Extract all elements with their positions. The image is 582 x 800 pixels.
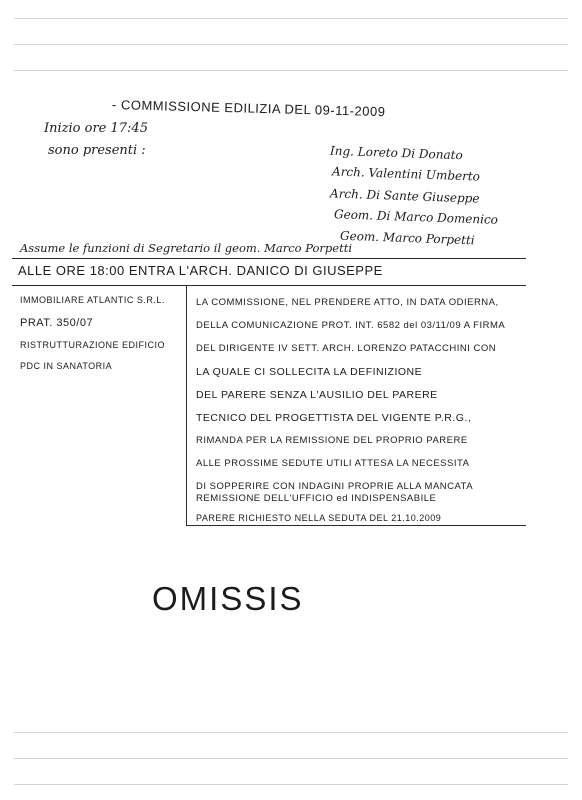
paper-rule-line [14, 784, 568, 785]
member-name: Ing. Loreto Di Donato [329, 143, 463, 163]
decision-text-line: LA QUALE CI SOLLECITA LA DEFINIZIONE [196, 366, 423, 378]
decision-text-line: DEL DIRIGENTE IV SETT. ARCH. LORENZO PATACCHINI CON [196, 343, 497, 354]
decision-text-line: DELLA COMUNICAZIONE PROT. INT. 6582 del 03/11/09 A FIRMA [196, 320, 506, 331]
paper-rule-line [14, 18, 568, 19]
member-name: Geom. Marco Porpetti [339, 228, 475, 248]
decision-text-line: ALLE PROSSIME SEDUTE UTILI ATTESA LA NECESSITA [196, 458, 470, 469]
file-number: PRAT. 350/07 [20, 317, 94, 329]
paper-rule-line [14, 44, 568, 45]
member-name: Geom. Di Marco Domenico [333, 207, 499, 227]
minutes-title: - COMMISSIONE EDILIZIA DEL 09-11-2009 [111, 97, 386, 120]
decision-text-line: REMISSIONE DELL'UFFICIO ed INDISPENSABILE [196, 493, 437, 504]
start-time: Inizio ore 17:45 [44, 121, 148, 136]
applicant-name: IMMOBILIARE ATLANTIC S.R.L. [20, 295, 165, 305]
paper-rule-line [14, 70, 568, 71]
arrival-line: ALLE ORE 18:00 ENTRA L'ARCH. DANICO DI GIUSEPPE [18, 263, 383, 278]
work-description: RISTRUTTURAZIONE EDIFICIO [20, 340, 165, 350]
table-column-divider [186, 285, 187, 525]
omissis-mark: OMISSIS [152, 580, 304, 617]
member-name: Arch. Valentini Umberto [331, 164, 481, 184]
decision-text-line: DEL PARERE SENZA L'AUSILIO DEL PARERE [196, 389, 438, 401]
decision-text-line: RIMANDA PER LA REMISSIONE DEL PROPRIO PARERE [196, 435, 468, 446]
table-top-border [12, 258, 526, 259]
decision-text-line: TECNICO DEL PROGETTISTA DEL VIGENTE P.R.G., [196, 412, 472, 424]
secretary-line: Assume le funzioni di Segretario il geom. Marco Porpetti [20, 241, 353, 255]
paper-rule-line [14, 732, 568, 733]
decision-text-line: LA COMMISSIONE, NEL PRENDERE ATTO, IN DATA ODIERNA, [196, 297, 499, 308]
permit-type: PDC IN SANATORIA [20, 361, 113, 371]
table-header-border [12, 285, 526, 286]
paper-rule-line [14, 758, 568, 759]
present-label: sono presenti : [48, 143, 146, 158]
decision-text-line: PARERE RICHIESTO NELLA SEDUTA DEL 21.10.2009 [196, 513, 442, 523]
decision-text-line: DI SOPPERIRE CON INDAGINI PROPRIE ALLA MANCATA [196, 481, 474, 492]
member-name: Arch. Di Sante Giuseppe [329, 186, 480, 206]
table-bottom-border [186, 525, 526, 526]
